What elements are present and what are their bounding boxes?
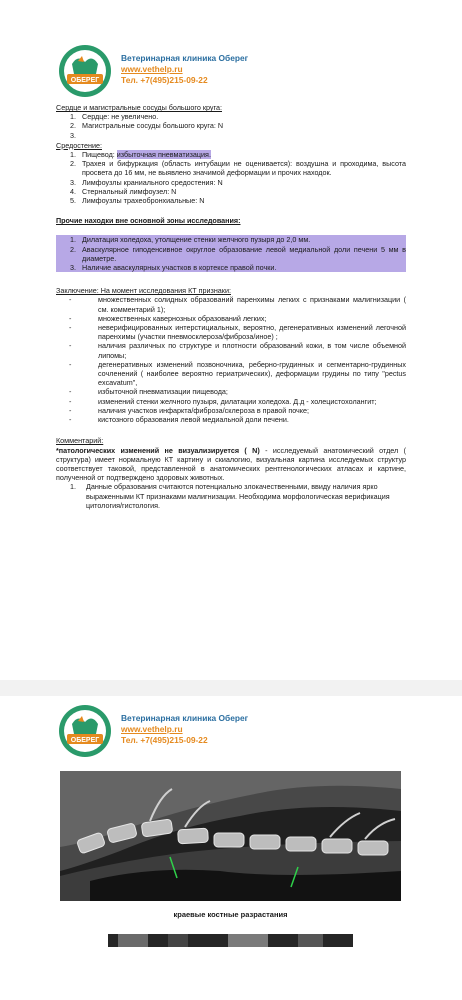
list-item: 3. Лимфоузлы краниального средостения: N <box>70 177 223 187</box>
other-findings-title: Прочие находки вне основной зоны исследования: <box>56 216 241 226</box>
conclusion-list <box>56 295 406 424</box>
clinic-info <box>121 713 248 746</box>
list-item: - кистозного образования левой медиальной доли печени. <box>69 415 289 425</box>
heart-section-title: Сердце и магистральные сосуды большого круга: <box>56 103 222 112</box>
highlight: избыточная пневматизация. <box>116 150 211 160</box>
clinic-name: Ветеринарная клиника Оберег <box>121 53 249 63</box>
list-item: 3. Наличие аваскулярных участков в кортексе правой почки. <box>56 263 406 272</box>
list-item: - наличия различных по структуре и плотности образований кожи, в том числе объемной липомы; <box>69 341 406 360</box>
clinic-header <box>58 44 358 100</box>
clinic-header-page-2 <box>58 704 358 760</box>
comment-bold: *патологических изменений не визуализируется ( N) <box>56 445 260 455</box>
ct-scan-image <box>60 771 401 901</box>
clinic-website-link[interactable]: www.vethelp.ru <box>121 64 183 74</box>
clinic-phone: Тел. +7(495)215-09-22 <box>121 75 208 85</box>
clinic-info <box>121 53 248 86</box>
image-caption: краевые костные разрастания <box>173 910 288 919</box>
clinic-phone: Тел. +7(495)215-09-22 <box>121 735 208 745</box>
other-findings-list <box>56 235 406 272</box>
list-item: 1. Сердце: не увеличено. <box>70 112 159 122</box>
ct-spine-picture <box>60 771 401 901</box>
conclusion-title: Заключение: На момент исследования КТ признаки: <box>56 286 231 296</box>
logo-text: ОБЕРЕГ <box>70 77 100 84</box>
list-item: 4. Стернальный лимфоузел: N <box>70 186 177 196</box>
report-body <box>56 101 406 510</box>
list-item: - дегенеративных изменений позвоночника, реберно-грудинных и сегментарно-грудинных сочленений ( наиболее вероятно гериатрических), деформации грудины по типу "pectus excavatum", <box>69 359 406 388</box>
clinic-name: Ветеринарная клиника Оберег <box>121 713 249 723</box>
clinic-logo-icon <box>58 44 112 98</box>
list-item: 2. Трахея и бифуркация (область интубации не оценивается): воздушна и проходима, высота просвета до 16 мм, не выявлено значимой деформации и прочих находок. <box>70 159 406 178</box>
logo-text: ОБЕРЕГ <box>70 737 100 744</box>
list-item: 3. <box>70 130 76 140</box>
page-separator <box>0 680 462 696</box>
mediastinum-list <box>56 150 406 205</box>
list-item: 1. Дилатация холедоха, утолщение стенки желчного пузыря до 2,0 мм. <box>56 235 406 244</box>
mediastinum-section-title: Средостение: <box>56 140 102 150</box>
ct-scan-image-2 <box>108 934 353 947</box>
comment-text: *патологических изменений не визуализируется ( N) - исследуемый анатомический отдел ( структура) имеет нормальную КТ картину и скиалогию, визуальная картина исследуемых структур соответствует таковой, представленной в анатомических рентгенологических атласах и картине, полученной от подтверждено здоровых животных. <box>56 445 406 483</box>
clinic-logo-icon <box>58 704 112 758</box>
list-item: - наличия участков инфаркта/фиброза/склероза в правой почке; <box>69 405 310 415</box>
comment-title: Комментарий: <box>56 436 104 446</box>
list-item: - множественных кавернозных образований легких; <box>69 313 267 323</box>
list-item: - избыточной пневматизации пищевода; <box>69 387 228 397</box>
list-item: - изменений стенки желчного пузыря, дилатации холедоха. Д.д - холецистохолангит; <box>69 396 377 406</box>
comment-list <box>56 482 406 510</box>
heart-list <box>56 112 406 140</box>
list-item: 1. Пищевод: избыточная пневматизация. <box>70 150 211 160</box>
report-page-2 <box>0 696 462 1000</box>
list-item: 1. Данные образования считаются потенциально злокачественными, ввиду наличия ярко выраженными КТ признаками малигнизации. Необходима морфологическая верификация цитология/гистология. <box>70 482 390 510</box>
list-item: - множественных солидных образований паренхимы легких с признаками малигнизации ( см. комментарий 1); <box>69 295 406 314</box>
list-item: 2. Аваскулярное гиподенсивное округлое образование левой медиальной доли печени 5 мм в диаметре. <box>56 245 406 263</box>
list-item: 5. Лимфоузлы трахеобронхиальные: N <box>70 196 205 206</box>
clinic-website-link[interactable]: www.vethelp.ru <box>121 724 183 734</box>
list-item: 2. Магистральные сосуды большого круга: N <box>70 121 224 131</box>
list-item: - неверифицированных интерстициальных, вероятно, дегенеративных изменений легочной паренхимы (участки пневмосклероза/фиброза/иное) ; <box>69 323 406 342</box>
